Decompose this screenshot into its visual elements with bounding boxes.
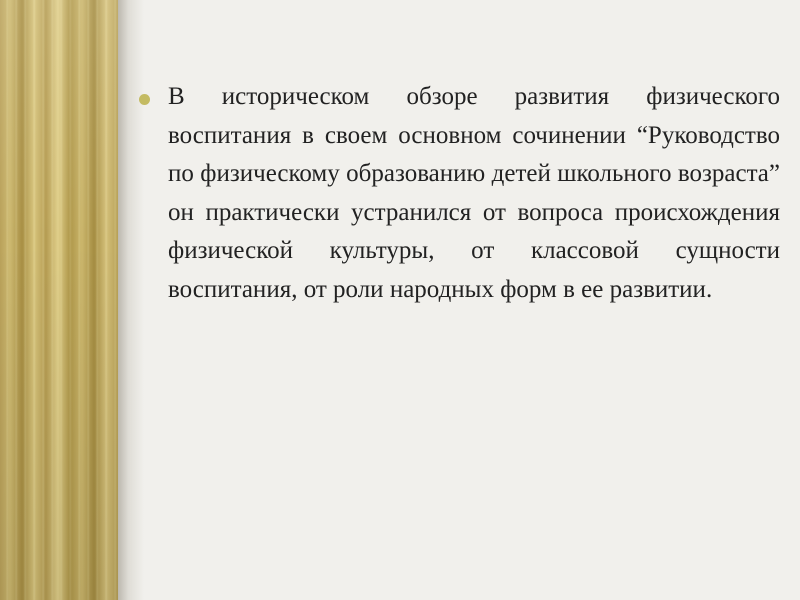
bullet-item [135,78,780,309]
bullet-dot-icon [139,94,150,105]
bullet-text: В историческом обзоре развития физического воспитания в своем основном сочинении “Руководство по физическому образованию детей школьного возраста” он практически устранился от вопроса происхождения физической культуры, от классовой сущности воспитания, от роли народных форм в ее развитии. [168,83,780,303]
slide-content [135,78,780,309]
decorative-gold-band [0,0,118,600]
